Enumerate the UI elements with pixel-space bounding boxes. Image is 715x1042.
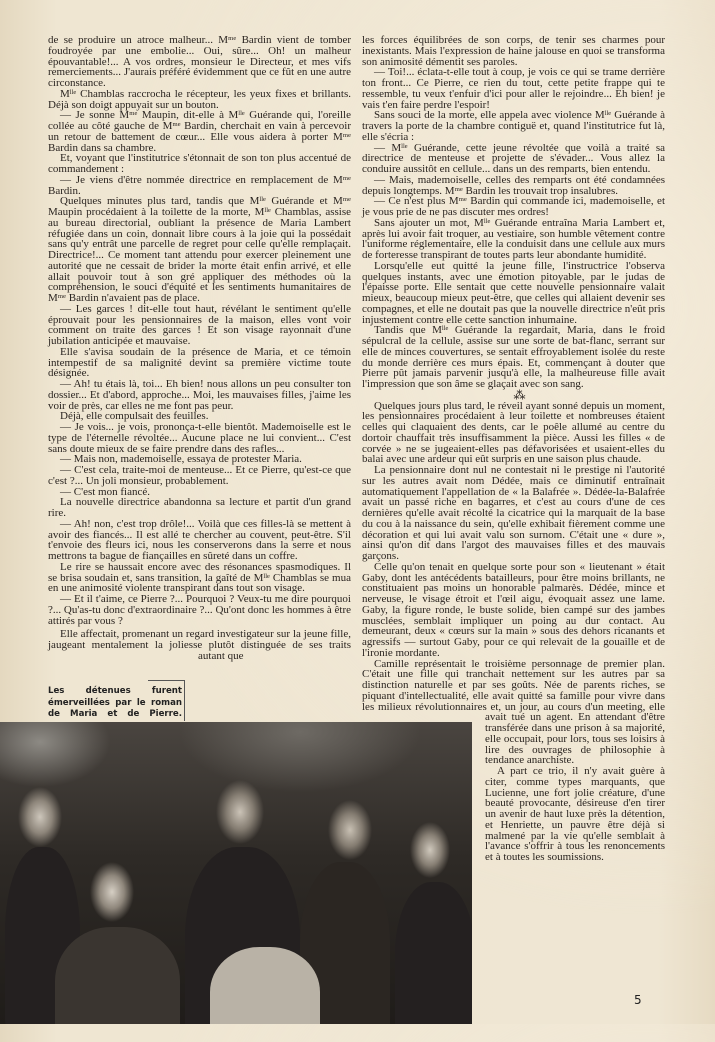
paragraph: — Je sonne Mᵐᵉ Maupin, dit-elle à Mˡˡᵉ Guérande qui, l'oreille collée au côté gauche de Mᵐᵉ Bardin, cherchait en vain à percevoir un retour de battement de cœur... Elle vous aidera à porter Mᵐᵉ Bardin dans sa chambre. — [48, 109, 351, 154]
paragraph: Quelques jours plus tard, le réveil ayant sonné depuis un moment, les pensionnaires procédaient à leur toilette et nombreuses étaient celles qui claquaient des dents, car le poêle allumé au centre du dortoir chauffait très insuffisamment la pièce. Aussi les filles « de corvée » ne se jugeaient-elles pas défavorisées et usaient-elles du balai avec une ardeur qui eût surpris en une saison plus chaude. — [362, 399, 665, 466]
paragraph: Elle affectait, promenant un regard investigateur sur la jeune fille, jaugeant mentalement la joliesse plutôt distinguée de ses traits autant que — [48, 628, 351, 662]
left-column — [48, 35, 351, 730]
paragraph: — Toi!... éclata-t-elle tout à coup, je vois ce qui se trame derrière ton front... Ce Pierre, ce rien du tout, cette petite frappe qui te ressemble, tu veux t'enfuir d'ici pour aller le rejoindre... Eh bien! je vais t'en faire perdre l'espoir! — [362, 66, 665, 111]
paragraph: les forces équilibrées de son corps, de tenir ses charmes pour inexistants. Mais l'expression de haine jalouse en quoi se transforma son animosité démentit ses paroles. — [362, 34, 665, 68]
caption-box — [48, 660, 185, 730]
photo-figure — [55, 927, 180, 1024]
page-number: 5 — [634, 993, 642, 1007]
paragraph: — Et il t'aime, ce Pierre ?... Pourquoi ? Veux-tu me dire pourquoi ?... Qu'as-tu donc d'extraordinaire ?... Qu'ont donc les hommes à être attirés par vous ? — [48, 593, 351, 627]
photo-caption: Les détenues furent émerveillées par le roman de Maria et de Pierre. — [48, 686, 182, 719]
paragraph: — Ah! tu étais là, toi... Eh bien! nous allons un peu consulter ton dossier... Et d'abord, approche... Moi, les mauvaises filles, j'aime les voir de près, car elles ne me font pas peur. — [48, 378, 351, 412]
photo-figure — [395, 882, 472, 1024]
paragraph: Quelques minutes plus tard, tandis que Mˡˡᵉ Guérande et Mᵐᵉ Maupin procédaient à la toilette de la morte, Mˡˡᵉ Chamblas, assise au bureau directorial, oubliant la présence de Maria Lambert réfugiée dans un coin, donnait libre cours à la joie qui la possédait sans qu'y entrât une parcelle de regret pour celle qu'elle remplaçait. Directrice!... Ce moment tant attendu pour exercer pleinement une autorité que ne cessait de brider la morte était enfin arrivé, et elle allait pouvoir tout à son gré appliquer des méthodes où la compréhension, le souci d'équité et les sentiments humanitaires de Mᵐᵉ Bardin n'avaient pas de place. — [48, 195, 351, 304]
paragraph: Celle qu'on tenait en quelque sorte pour son « lieutenant » était Gaby, dont les antécédents batailleurs, pour être moins brillants, ne constituaient pas moins un honorable palmarès. Dédée, mince et nerveuse, le visage étroit et l'œil aigu, évoquait assez une lame. Gaby, la figure ronde, le buste solide, bien campé sur des jambes musclées, semblait impliquer un poing au dur contact. Au demeurant, deux « cœurs sur la main » sous des dehors ricanants et agressifs — surtout Gaby, pour ce qui relevait de la gouaille et de l'ironie mordante. — [362, 560, 665, 659]
paragraph: — Mais non, mademoiselle, essaya de protester Maria. — [60, 453, 302, 466]
paragraph: La nouvelle directrice abandonna sa lecture et partit d'un grand rire. — [48, 496, 351, 519]
paragraph: — Je viens d'être nommée directrice en remplacement de Mᵐᵉ Bardin. — [48, 173, 351, 197]
photo-figure — [210, 947, 320, 1024]
paragraph: Sans souci de la morte, elle appela avec violence Mˡˡᵉ Guérande à travers la porte de la chambre contiguë et, quand l'institutrice fut là, elle s'écria : — [362, 109, 665, 143]
paragraph: Déjà, elle compulsait des feuilles. — [60, 410, 209, 423]
paragraph: — Les garces ! dit-elle tout haut, révélant le sentiment qu'elle éprouvait pour les pensionnaires de la maison, elles vont voir comment on traite des garces ! Et son visage rayonnait d'une jubilation anticipée et mauvaise. — [48, 302, 351, 347]
paragraph: — Ah! non, c'est trop drôle!... Voilà que ces filles-là se mettent à avoir des fiancés... Il est allé te chercher au couvent, peut-être. S'il t'envoie des fleurs ici, nous les conserverons dans la serre et nous mettrons ta bague de fiançailles en sûreté dans un coffre. — [48, 517, 351, 562]
paragraph: — Mais, mademoiselle, celles des remparts ont été condamnées depuis longtemps. Mᵐᵉ Bardin les trouvait trop insalubres. — [362, 173, 665, 197]
section-separator: ⁂ — [513, 387, 526, 402]
paragraph: — Je vois... je vois, prononça-t-elle bientôt. Mademoiselle est le type de l'éternelle révoltée... Aucune place ne lui convient... C'est sans doute mieux de se faire prendre dans des rafles... — [48, 421, 351, 455]
paragraph: A part ce trio, il n'y avait guère à citer, comme types marquants, que Lucienne, une fort jolie créature, d'une beauté provocante, désireuse d'en tirer un avenir de haut luxe près la détention, et Henriette, un pauvre être déjà si malmené par la vie qu'elle semblait à l'avance s'offrir à tous les renoncements et à toutes les soumissions. — [485, 765, 665, 863]
paragraph: La pensionnaire dont nul ne contestait ni le prestige ni l'autorité sur les autres avait nom Dédée, mais ce diminutif entraînait automatiquement l'appellation de « la Balafrée ». Dédée-la-Balafrée avait un passé riche en bagarres, et c'est au cours d'une de ces dernières qu'elle avait récolté la cicatrice qui la marquait de la base du cou à la naissance du sein, qu'elle exhibait fièrement comme une décoration et qui lui avait valu son surnom. C'était une « dure », ainsi qu'on dit dans l'argot des mauvaises filles et des mauvais garçons. — [362, 464, 665, 562]
paragraph: Sans ajouter un mot, Mˡˡᵉ Guérande entraîna Maria Lambert et, après lui avoir fait troquer, au vestiaire, son humble vêtement contre l'uniforme réglementaire, elle la conduisit dans une cellule aux murs de forteresse transpirant de toutes parts leur abondante humidité. — [362, 216, 665, 261]
paragraph: — Mˡˡᵉ Guérande, cette jeune révoltée que voilà a traité sa directrice de menteuse et projette de s'évader... Vous allez la conduire aussitôt en cellule... dans un des remparts, bien entendu. — [362, 141, 665, 175]
paragraph: Lorsqu'elle eut quitté la jeune fille, l'instructrice l'observa quelques instants, avec une émotion pitoyable, par le judas de l'épaisse porte. Elle sentait que cette nouvelle pensionnaire valait mieux, beaucoup mieux peut-être, que celles qui allaient devenir ses compagnes, et elle ne doutait pas que la nouvelle directrice n'eût pris injustement contre elle cette sanction inhumaine. — [362, 259, 665, 326]
paragraph: Et, voyant que l'institutrice s'étonnait de son ton plus accentué de commandement : — [48, 152, 351, 175]
photo-detainees — [0, 722, 472, 1024]
paragraph: Elle s'avisa soudain de la présence de Maria, et ce témoin intempestif de sa malignité devint sa première victime toute désignée. — [48, 345, 351, 380]
paragraph: — C'est cela, traite-moi de menteuse... Et ce Pierre, qu'est-ce que c'est ?... Un joli monsieur, probablement. — [48, 464, 351, 487]
paragraph: de se produire un atroce malheur... Mᵐᵉ Bardin vient de tomber foudroyée par une embolie... Oui, sûre... Oh! un malheur épouvantable!... A vos ordres, monsieur le Directeur, et mes vifs remerciements... J'aurais préféré évidemment que ce fût en une autre circonstance. — [48, 34, 351, 89]
paragraph: Mˡˡᵉ Chamblas raccrocha le récepteur, les yeux fixes et brillants. Déjà son doigt appuyait sur un bouton. — [48, 87, 351, 111]
paragraph: — Ce n'est plus Mᵐᵉ Bardin qui commande ici, mademoiselle, et je vous prie de ne pas discuter mes ordres! — [362, 195, 665, 218]
paragraph: Tandis que Mˡˡᵉ Guérande la regardait, Maria, dans le froid sépulcral de la cellule, assise sur une sorte de bat-flanc, serrant sur elle de minces couvertures, se sentait effroyablement isolée du reste du monde derrière ces murs épais. Et, commençant à douter que Pierre pût jamais parvenir jusqu'à elle, la malheureuse fille avait l'impression que son âme se glaçait avec son sang. — [362, 324, 665, 390]
paragraph: Le rire se haussait encore avec des résonances spasmodiques. Il se brisa soudain et, sans transition, la gaîté de Mˡˡᵉ Chamblas se mua en une animosité violente transpirant dans tout son visage. — [48, 560, 351, 595]
paragraph: — C'est mon fiancé. — [60, 485, 150, 498]
paragraph: Camille représentait le troisième personnage de premier plan. C'était une fille qui tranchait nettement sur les autres par sa distinction naturelle et par ses goûts. Née de parents riches, se piquant d'intellectualité, elle avait quitté sa famille pour vivre dans les milieux révolutionnaires et, un jour, au cours d'un meeting, elle avait tué un agent. En attendant d'être transférée dans une prison à sa majorité, elle occupait, pour lors, tous ses loisirs à lire des ouvrages de philosophie à tendance anarchiste. — [362, 657, 665, 767]
